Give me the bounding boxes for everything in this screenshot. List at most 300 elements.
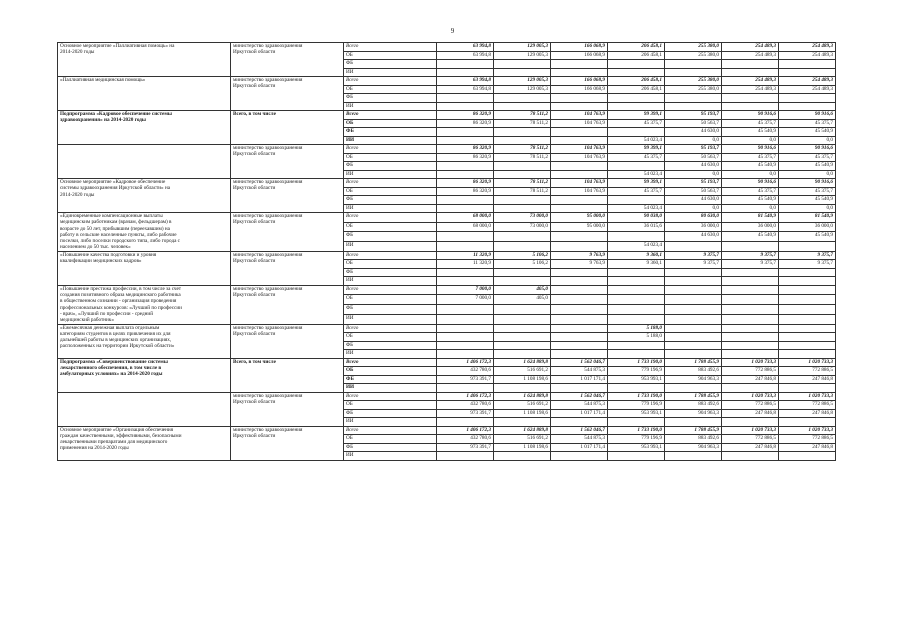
value-cell: 1 020 733,3 — [722, 392, 779, 401]
value-cell: 206 458,1 — [608, 51, 665, 60]
value-cell — [779, 94, 836, 103]
value-cell — [665, 384, 722, 393]
funding-source-cell: Всего — [344, 251, 437, 260]
funding-source-cell: ФБ — [344, 443, 437, 452]
value-cell — [551, 418, 608, 427]
value-cell — [437, 341, 494, 350]
value-cell: 7 000,0 — [437, 285, 494, 295]
value-cell — [722, 295, 779, 305]
value-cell: 1 624 889,8 — [494, 392, 551, 401]
activity-line: профессиональных конкурсов: «Лучший по профессии — [60, 304, 182, 311]
value-cell: 953 993,1 — [608, 443, 665, 452]
value-cell: 44 630,0 — [665, 196, 722, 205]
value-cell — [437, 94, 494, 103]
value-cell — [437, 350, 494, 359]
value-cell: 779 196,9 — [608, 401, 665, 410]
activity-cell — [58, 77, 231, 111]
value-cell: 1 733 190,0 — [608, 426, 665, 435]
executor-cell — [231, 77, 344, 111]
value-cell: 0,0 — [665, 170, 722, 179]
value-cell: 78 511,2 — [494, 153, 551, 162]
value-cell — [608, 418, 665, 427]
value-cell — [722, 242, 779, 252]
value-cell — [494, 341, 551, 350]
value-cell: 254 489,3 — [722, 43, 779, 52]
activity-line: «Паллиативная медицинская помощь» — [60, 77, 146, 83]
value-cell: 129 005,3 — [494, 85, 551, 94]
activity-line: лекарственными препаратами для медицинского — [60, 439, 168, 446]
activity-cell — [58, 392, 231, 426]
value-cell: 99 399,1 — [608, 111, 665, 120]
executor-cell — [231, 324, 344, 358]
activity-line: медицинский работник» — [60, 317, 114, 324]
table-row — [58, 251, 836, 260]
value-cell: 5 188,0 — [608, 333, 665, 342]
value-cell — [665, 94, 722, 103]
value-cell — [437, 102, 494, 111]
value-cell: 129 005,3 — [494, 77, 551, 86]
value-cell — [551, 128, 608, 137]
value-cell: 36 000,0 — [665, 222, 722, 232]
value-cell: 9 375,7 — [722, 251, 779, 260]
executor-line: Иркутской области — [233, 185, 276, 192]
value-cell: 973 391,7 — [437, 443, 494, 452]
value-cell: 45 375,7 — [608, 187, 665, 196]
value-cell: 44 630,0 — [665, 162, 722, 171]
value-cell: 45 540,9 — [779, 232, 836, 242]
value-cell — [779, 305, 836, 315]
value-cell — [608, 102, 665, 111]
value-cell: 516 691,2 — [494, 435, 551, 444]
value-cell: 45 375,7 — [722, 119, 779, 128]
value-cell — [722, 60, 779, 69]
executor-line: министерство здравоохранения — [233, 251, 303, 258]
funding-source-cell: ОБ — [344, 295, 437, 305]
value-cell — [494, 452, 551, 461]
value-cell — [494, 204, 551, 213]
activity-line: возрасте до 50 лет, прибывшим (переехавшим) на — [60, 225, 170, 232]
value-cell — [779, 324, 836, 333]
value-cell: 779 196,9 — [608, 435, 665, 444]
value-cell: 254 489,3 — [722, 77, 779, 86]
value-cell: 405,0 — [494, 285, 551, 295]
value-cell: 45 375,7 — [722, 187, 779, 196]
value-cell — [551, 341, 608, 350]
value-cell — [494, 128, 551, 137]
value-cell — [608, 162, 665, 171]
value-cell: 45 540,9 — [779, 196, 836, 205]
activity-line: 2014-2020 годы — [60, 49, 95, 56]
value-cell: 1 624 889,8 — [494, 426, 551, 435]
value-cell: 104 763,9 — [551, 179, 608, 188]
value-cell: 1 020 733,3 — [722, 426, 779, 435]
value-cell — [722, 102, 779, 111]
value-cell — [494, 170, 551, 179]
value-cell: 1 788 455,9 — [665, 358, 722, 367]
value-cell: 247 846,8 — [722, 409, 779, 418]
value-cell: 1 020 733,3 — [779, 392, 836, 401]
value-cell: 73 000,0 — [494, 222, 551, 232]
executor-cell — [231, 43, 344, 77]
value-cell — [608, 268, 665, 277]
value-cell: 9 360,1 — [608, 251, 665, 260]
executor-cell — [231, 358, 344, 392]
value-cell — [494, 333, 551, 342]
activity-cell — [58, 179, 231, 213]
table-row — [58, 358, 836, 367]
funding-source-cell: ФБ — [344, 409, 437, 418]
value-cell — [437, 204, 494, 213]
value-cell: 45 540,9 — [779, 162, 836, 171]
activity-line: граждан качественными, эффективными, безопасными — [60, 432, 182, 439]
value-cell: 254 489,3 — [779, 77, 836, 86]
funding-source-cell: Всего — [344, 213, 437, 223]
value-cell: 9 763,9 — [551, 251, 608, 260]
value-cell: 9 375,7 — [665, 260, 722, 269]
value-cell — [779, 102, 836, 111]
funding-source-cell: ФБ — [344, 232, 437, 242]
value-cell — [551, 232, 608, 242]
executor-cell — [231, 179, 344, 213]
value-cell — [665, 68, 722, 77]
value-cell: 81 540,9 — [779, 213, 836, 223]
activity-line: расположенных на территории Иркутской области» — [60, 343, 175, 350]
funding-source-cell: ИИ — [344, 350, 437, 359]
value-cell: 166 068,9 — [551, 85, 608, 94]
value-cell: 0,0 — [779, 136, 836, 145]
value-cell: 104 763,9 — [551, 119, 608, 128]
funding-source-cell: ФБ — [344, 60, 437, 69]
value-cell — [437, 314, 494, 324]
funding-source-cell: ОБ — [344, 401, 437, 410]
value-cell: 953 993,1 — [608, 375, 665, 384]
value-cell — [722, 452, 779, 461]
funding-source-cell: ИИ — [344, 136, 437, 145]
value-cell: 54 023,4 — [608, 204, 665, 213]
funding-source-cell: ФБ — [344, 162, 437, 171]
activity-cell — [58, 426, 231, 460]
value-cell — [437, 162, 494, 171]
value-cell — [608, 68, 665, 77]
value-cell — [551, 162, 608, 171]
value-cell: 772 886,5 — [779, 401, 836, 410]
value-cell: 953 993,1 — [608, 409, 665, 418]
value-cell: 779 196,9 — [608, 367, 665, 376]
value-cell: 1 733 190,0 — [608, 358, 665, 367]
activity-cell — [58, 43, 231, 77]
activity-line: «Повышение престижа профессии, в том числе за счет — [60, 285, 182, 292]
value-cell: 63 994,8 — [437, 43, 494, 52]
activity-cell — [58, 213, 231, 252]
funding-source-cell: Всего — [344, 179, 437, 188]
value-cell: 254 489,3 — [779, 85, 836, 94]
activity-line: лекарственного обеспечения, в том числе в — [60, 364, 162, 371]
value-cell — [608, 285, 665, 295]
value-cell — [437, 305, 494, 315]
value-cell: 432 780,6 — [437, 435, 494, 444]
value-cell: 0,0 — [779, 204, 836, 213]
value-cell: 11 320,9 — [437, 251, 494, 260]
value-cell — [437, 196, 494, 205]
value-cell: 772 886,5 — [722, 435, 779, 444]
value-cell: 129 005,3 — [494, 43, 551, 52]
value-cell — [722, 94, 779, 103]
activity-line: Основное мероприятие «Организация обеспечения — [60, 426, 174, 433]
value-cell: 432 780,6 — [437, 401, 494, 410]
value-cell: 5 188,0 — [608, 324, 665, 333]
activity-line: населением до 50 тыс. человек» — [60, 244, 131, 251]
funding-source-cell: Всего — [344, 111, 437, 120]
value-cell — [779, 341, 836, 350]
value-cell — [494, 102, 551, 111]
activity-line: «Ежемесячная денежная выплата отдельным — [60, 324, 160, 331]
value-cell — [722, 333, 779, 342]
activity-line: «Повышение качества подготовки и уровня — [60, 251, 157, 258]
value-cell — [665, 418, 722, 427]
value-cell: 254 489,3 — [779, 43, 836, 52]
value-cell: 99 399,1 — [608, 179, 665, 188]
value-cell: 11 320,9 — [437, 260, 494, 269]
value-cell: 78 511,2 — [494, 111, 551, 120]
value-cell — [551, 305, 608, 315]
value-cell — [551, 295, 608, 305]
value-cell — [779, 277, 836, 286]
activity-line: категориям студентов в целях привлечения их для — [60, 330, 171, 337]
value-cell: 86 320,9 — [437, 111, 494, 120]
value-cell — [722, 277, 779, 286]
value-cell: 0,0 — [722, 204, 779, 213]
value-cell — [722, 324, 779, 333]
value-cell — [437, 242, 494, 252]
value-cell: 68 000,0 — [437, 222, 494, 232]
table-row — [58, 285, 836, 295]
value-cell — [437, 333, 494, 342]
activity-line: «Единовременные компенсационные выплаты — [60, 213, 163, 219]
funding-source-cell: ИИ — [344, 102, 437, 111]
executor-line: министерство здравоохранения — [233, 179, 303, 185]
value-cell: 54 023,4 — [608, 242, 665, 252]
value-cell — [779, 333, 836, 342]
value-cell — [665, 324, 722, 333]
funding-source-cell: ФБ — [344, 305, 437, 315]
activity-cell — [58, 324, 231, 358]
value-cell: 973 391,7 — [437, 375, 494, 384]
activity-line: поселки, либо поселки городского типа, либо города с — [60, 238, 180, 245]
funding-source-cell: Всего — [344, 392, 437, 401]
value-cell — [722, 285, 779, 295]
value-cell — [665, 285, 722, 295]
value-cell: 36 000,0 — [722, 222, 779, 232]
funding-source-cell: ФБ — [344, 94, 437, 103]
executor-line: Иркутской области — [233, 432, 276, 439]
value-cell — [494, 196, 551, 205]
value-cell: 7 000,0 — [437, 295, 494, 305]
value-cell — [437, 277, 494, 286]
value-cell: 9 375,7 — [779, 251, 836, 260]
value-cell — [665, 314, 722, 324]
value-cell: 904 963,3 — [665, 409, 722, 418]
value-cell: 544 875,3 — [551, 401, 608, 410]
value-cell — [551, 204, 608, 213]
value-cell: 90 916,6 — [779, 145, 836, 154]
value-cell: 973 391,7 — [437, 409, 494, 418]
value-cell: 50 563,7 — [665, 119, 722, 128]
executor-cell — [231, 251, 344, 285]
activity-line: медицинским работникам (врачам, фельдшерам) в — [60, 219, 172, 226]
value-cell: 166 068,9 — [551, 77, 608, 86]
activity-cell — [58, 251, 231, 285]
value-cell — [494, 268, 551, 277]
value-cell: 45 375,7 — [608, 119, 665, 128]
value-cell: 44 630,0 — [665, 232, 722, 242]
value-cell — [494, 305, 551, 315]
table-row — [58, 324, 836, 333]
value-cell: 1 108 198,6 — [494, 443, 551, 452]
value-cell: 54 023,4 — [608, 136, 665, 145]
value-cell: 45 540,9 — [722, 232, 779, 242]
value-cell: 772 886,5 — [779, 435, 836, 444]
value-cell — [494, 384, 551, 393]
funding-table-body — [58, 43, 836, 461]
funding-source-cell: ОБ — [344, 51, 437, 60]
table-row — [58, 77, 836, 86]
value-cell — [437, 418, 494, 427]
executor-line: министерство здравоохранения — [233, 145, 303, 151]
value-cell: 1 788 455,9 — [665, 392, 722, 401]
executor-line: министерство здравоохранения — [233, 392, 303, 399]
activity-line: в общественном сознании - организация проведения — [60, 298, 177, 305]
funding-source-cell: ФБ — [344, 341, 437, 350]
executor-line: Иркутской области — [233, 83, 276, 90]
value-cell — [437, 170, 494, 179]
activity-line: работу в сельские населенные пункты, либо рабочие — [60, 231, 177, 238]
value-cell: 45 540,9 — [779, 128, 836, 137]
value-cell: 50 563,7 — [665, 153, 722, 162]
value-cell — [437, 384, 494, 393]
activity-line: квалификации медицинских кадров» — [60, 258, 142, 265]
value-cell — [551, 452, 608, 461]
funding-source-cell: ИИ — [344, 277, 437, 286]
executor-line: министерство здравоохранения — [233, 324, 303, 331]
funding-source-cell: ФБ — [344, 128, 437, 137]
value-cell: 9 375,7 — [779, 260, 836, 269]
value-cell: 78 511,2 — [494, 119, 551, 128]
value-cell — [494, 68, 551, 77]
value-cell: 36 015,6 — [608, 222, 665, 232]
value-cell — [437, 268, 494, 277]
value-cell: 1 406 172,3 — [437, 392, 494, 401]
value-cell: 95 000,0 — [551, 213, 608, 223]
executor-cell — [231, 145, 344, 179]
value-cell: 86 320,9 — [437, 145, 494, 154]
value-cell: 45 540,9 — [722, 196, 779, 205]
value-cell — [665, 452, 722, 461]
value-cell — [779, 242, 836, 252]
value-cell — [551, 314, 608, 324]
table-row — [58, 426, 836, 435]
table-row — [58, 111, 836, 120]
value-cell: 63 994,8 — [437, 85, 494, 94]
value-cell — [665, 350, 722, 359]
funding-source-cell: ОБ — [344, 367, 437, 376]
value-cell: 1 562 046,7 — [551, 358, 608, 367]
value-cell: 95 193,7 — [665, 111, 722, 120]
value-cell: 86 320,9 — [437, 179, 494, 188]
value-cell: 78 511,2 — [494, 187, 551, 196]
value-cell: 104 763,9 — [551, 111, 608, 120]
funding-source-cell: Всего — [344, 285, 437, 295]
value-cell: 516 691,2 — [494, 401, 551, 410]
value-cell: 99 399,1 — [608, 145, 665, 154]
value-cell: 1 733 190,0 — [608, 392, 665, 401]
activity-line: создания позитивного образа медицинского работника — [60, 292, 181, 299]
table-row — [58, 213, 836, 223]
value-cell — [494, 136, 551, 145]
value-cell: 90 916,6 — [722, 111, 779, 120]
funding-source-cell: ОБ — [344, 119, 437, 128]
funding-source-cell: ФБ — [344, 268, 437, 277]
value-cell: 95 193,7 — [665, 145, 722, 154]
funding-source-cell: ОБ — [344, 85, 437, 94]
value-cell: 1 108 198,6 — [494, 375, 551, 384]
value-cell: 95 000,0 — [551, 222, 608, 232]
value-cell: 247 846,8 — [779, 375, 836, 384]
value-cell — [437, 128, 494, 137]
funding-source-cell: Всего — [344, 426, 437, 435]
value-cell — [494, 232, 551, 242]
activity-line: здравоохранения» на 2014-2020 годы — [60, 117, 146, 124]
executor-line: министерство здравоохранения — [233, 77, 303, 83]
funding-source-cell: Всего — [344, 358, 437, 367]
value-cell — [437, 324, 494, 333]
value-cell: 0,0 — [779, 170, 836, 179]
value-cell — [551, 268, 608, 277]
value-cell — [608, 232, 665, 242]
value-cell — [494, 277, 551, 286]
value-cell — [665, 333, 722, 342]
funding-source-cell: ИИ — [344, 418, 437, 427]
executor-cell — [231, 111, 344, 145]
value-cell — [437, 68, 494, 77]
value-cell — [722, 384, 779, 393]
page-number: 9 — [450, 27, 455, 35]
executor-line: Иркутской области — [233, 330, 276, 337]
value-cell: 883 492,6 — [665, 401, 722, 410]
executor-line: Иркутской области — [233, 151, 276, 158]
value-cell — [779, 268, 836, 277]
funding-source-cell: ОБ — [344, 435, 437, 444]
value-cell — [665, 102, 722, 111]
activity-line: - врач», «Лучший по профессии - средний — [60, 310, 153, 317]
value-cell — [551, 170, 608, 179]
value-cell — [665, 341, 722, 350]
activity-line: 2014-2020 годы — [60, 191, 95, 198]
value-cell — [608, 94, 665, 103]
funding-source-cell: Всего — [344, 324, 437, 333]
value-cell: 255 380,0 — [665, 77, 722, 86]
funding-source-cell: ИИ — [344, 314, 437, 324]
executor-line: Иркутской области — [233, 49, 276, 56]
executor-cell — [231, 392, 344, 426]
funding-source-cell: ИИ — [344, 384, 437, 393]
value-cell: 86 320,9 — [437, 187, 494, 196]
executor-line: министерство здравоохранения — [233, 426, 303, 433]
value-cell: 206 458,1 — [608, 77, 665, 86]
value-cell — [779, 295, 836, 305]
activity-line: системы здравоохранения Иркутской области» на — [60, 185, 171, 192]
activity-cell — [58, 358, 231, 392]
value-cell: 50 563,7 — [665, 187, 722, 196]
